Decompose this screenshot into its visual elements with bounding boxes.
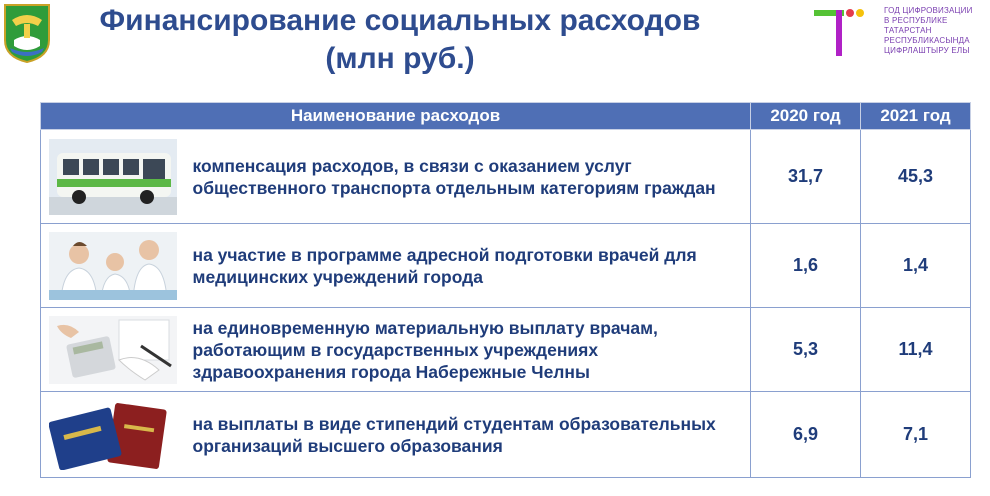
row-image-cell [41,392,189,478]
row-value-2021: 45,3 [861,130,971,224]
bus-photo-icon [49,139,177,215]
row-image-cell [41,308,189,392]
page-title [60,2,740,78]
expenses-table [40,102,971,478]
table-row [41,130,971,224]
calculator-photo-icon [49,316,177,384]
brand-line: ЦИФРЛАШТЫРУ ЕЛЫ [884,46,970,55]
student-cards-photo-icon [49,400,177,470]
brand-line: РЕСПУБЛИКАСЫНДА [884,36,970,45]
row-value-2020: 5,3 [751,308,861,392]
city-emblem [2,2,52,64]
row-description: на участие в программе адресной подготовки врачей для медицинских учреждений города [189,224,751,308]
doctors-photo-icon [49,232,177,300]
table-row [41,308,971,392]
row-value-2021: 11,4 [861,308,971,392]
header-2020: 2020 год [751,103,861,130]
header-2021: 2021 год [861,103,971,130]
row-value-2021: 7,1 [861,392,971,478]
title-line-2: (млн руб.) [325,42,475,75]
header-expense-name: Наименование расходов [41,103,751,130]
table-row [41,392,971,478]
row-value-2021: 1,4 [861,224,971,308]
row-value-2020: 1,6 [751,224,861,308]
row-image-cell [41,130,189,224]
letter-t-logo-icon [812,4,876,60]
digitalization-year-text [884,6,988,56]
table-row [41,224,971,308]
digitalization-year-logo [812,4,988,60]
brand-line: В РЕСПУБЛИКЕ [884,16,948,25]
row-description: на единовременную материальную выплату врачам, работающим в государственных учреждениях здравоохранения города Набережные Челны [189,308,751,392]
row-description: на выплаты в виде стипендий студентам образовательных организаций высшего образования [189,392,751,478]
brand-line: ГОД ЦИФРОВИЗАЦИИ [884,6,973,15]
table-header-row [41,103,971,130]
row-value-2020: 6,9 [751,392,861,478]
row-value-2020: 31,7 [751,130,861,224]
title-line-1: Финансирование социальных расходов [99,4,701,37]
coat-of-arms-icon [2,2,52,64]
row-image-cell [41,224,189,308]
row-description: компенсация расходов, в связи с оказанием услуг общественного транспорта отдельным категориям граждан [189,130,751,224]
brand-line: ТАТАРСТАН [884,26,932,35]
